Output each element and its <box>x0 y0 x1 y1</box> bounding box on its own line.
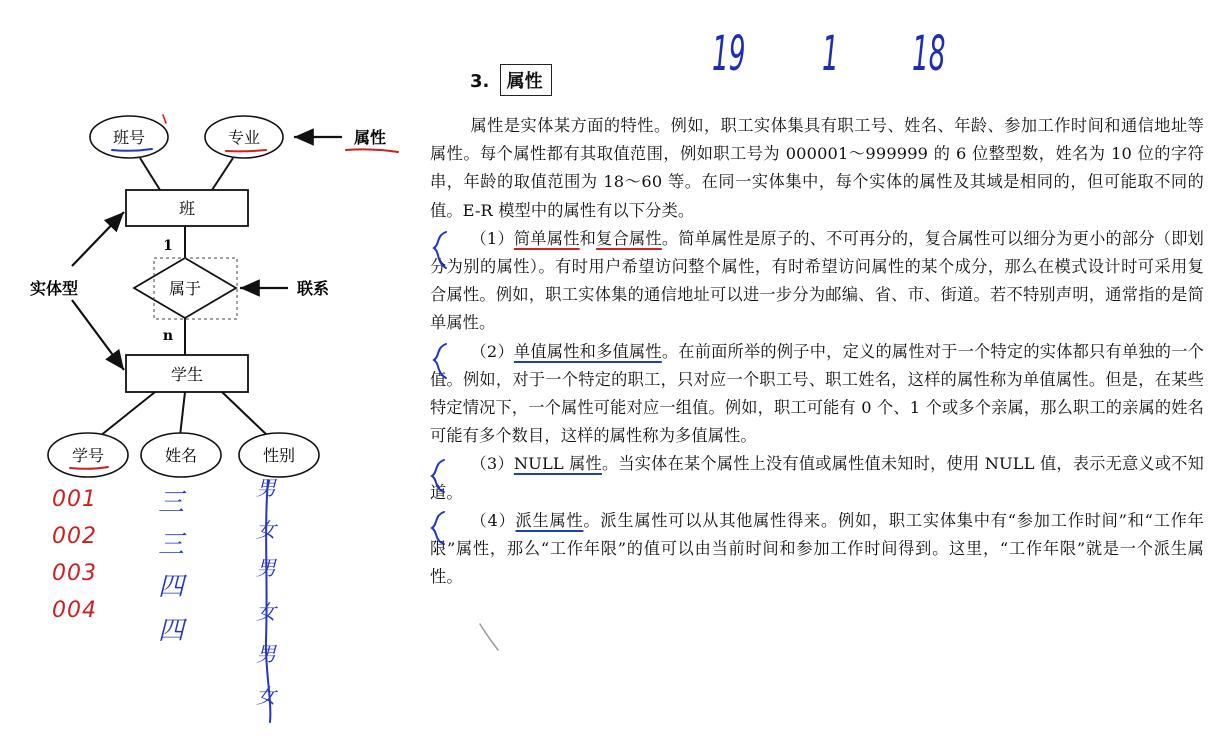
paragraph-null <box>430 450 1204 506</box>
handwritten-name: 三 <box>158 488 185 518</box>
handwritten-gender: 男 <box>256 556 276 580</box>
attribute-xuehao-label: 学号 <box>71 446 105 465</box>
handwritten-gender: 男 <box>256 476 276 500</box>
term-derived-attribute: 派生属性 <box>515 510 584 530</box>
arrow-entity-top <box>72 212 124 266</box>
handwritten-gender: 女 <box>256 600 276 624</box>
label-entity-type: 实体型 <box>29 279 79 298</box>
paragraph-derived <box>430 507 1204 592</box>
term-single-multi-attribute: 单值属性和多值属性 <box>513 341 662 361</box>
term-null-attribute: NULL 属性 <box>513 454 602 474</box>
item-number: （3） <box>470 454 514 474</box>
er-diagram <box>0 0 420 740</box>
item-number: （2） <box>470 341 514 361</box>
arrow-entity-bottom <box>72 300 124 370</box>
handwritten-name: 四 <box>158 572 185 602</box>
stray-mark <box>480 624 498 650</box>
paragraph-text: 。派生属性可以从其他属性得来。例如，职工实体集中有“参加工作时间”和“工作年限”属性，那么“工作年限”的值可以由当前时间和参加工作时间得到。这里，“工作年限”就是一个派生属性。 <box>430 510 1204 587</box>
attribute-banhao-label: 班号 <box>112 128 146 147</box>
paragraph-text: 。当实体在某个属性上没有值或属性值未知时，使用 NULL 值，表示无意义或不知道。 <box>430 454 1204 502</box>
label-attribute: 属性 <box>353 128 387 147</box>
paragraph-simple-composite <box>430 225 1204 338</box>
underline-attribute-label <box>346 149 398 152</box>
handwritten-student-id: 002 <box>52 524 97 549</box>
edge-banhao-ban <box>140 158 160 190</box>
attribute-zhuanye-label: 专业 <box>227 128 261 147</box>
edge-xuesheng-xingbie <box>222 392 268 436</box>
attribute-xingming-label: 姓名 <box>164 446 198 465</box>
relationship-shuyu-label: 属于 <box>168 279 202 298</box>
handwritten-student-id: 004 <box>52 598 97 623</box>
term-simple-attribute: 简单属性 <box>513 228 580 248</box>
paragraph-intro: 属性是实体某方面的特性。例如，职工实体集具有职工号、姓名、年龄、参加工作时间和通信地址等属性。每个属性都有其取值范围，例如职工号为 000001～999999 的 6 位整型数，姓名为 10 位的字符串，年龄的取值范围为 18～60 等。在同一实体集中，每个实体的属性及其域是相同的，但可能取不同的值。E-R 模型中的属性有以下分类。 <box>430 116 1204 220</box>
section-title: 属性 <box>500 64 552 96</box>
handwritten-number: 18 <box>912 26 946 82</box>
edge-xuesheng-xingming <box>180 392 185 436</box>
handwritten-student-id: 001 <box>52 487 97 512</box>
attribute-xingbie-label: 性别 <box>262 446 296 465</box>
term-composite-attribute: 复合属性 <box>596 228 662 248</box>
handwritten-name: 四 <box>158 616 185 646</box>
entity-ban-label: 班 <box>178 199 196 218</box>
entity-xuesheng-label: 学生 <box>170 365 204 384</box>
handwritten-gender: 女 <box>256 518 276 542</box>
cardinality-top: 1 <box>163 238 173 254</box>
item-number: （1） <box>470 228 514 248</box>
edge-xuesheng-xuehao <box>100 392 155 436</box>
handwritten-gender: 女 <box>256 684 276 708</box>
handwritten-name: 三 <box>158 530 185 560</box>
handwritten-gender: 男 <box>256 642 276 666</box>
cardinality-bottom: n <box>162 328 174 344</box>
document-body <box>430 112 1204 591</box>
paragraph-single-multi <box>430 338 1204 451</box>
edge-zhuanye-ban <box>212 158 233 190</box>
handwritten-number: 1 <box>822 26 839 82</box>
item-number: （4） <box>470 510 516 530</box>
section-number: 3. <box>470 71 490 92</box>
paragraph-text: 。在前面所举的例子中，定义的属性对于一个特定的实体都只有单独的一个值。例如，对于一个特定的职工，只对应一个职工号、职工姓名，这样的属性称为单值属性。但是，在某些特定情况下，一个属性可能对应一组值。例如，职工可能有 0 个、1 个或多个亲属，那么职工的亲属的姓名可能有多个数目，这样的属性称为多值属性。 <box>430 341 1205 446</box>
paragraph-text: 。简单属性是原子的、不可再分的，复合属性可以细分为更小的部分（即划分为别的属性）。有时用户希望访问整个属性，有时希望访问属性的某个成分，那么在模式设计时可采用复合属性。例如，职工实体集的通信地址可以进一步分为邮编、省、市、街道。若不特别声明，通常指的是简单属性。 <box>430 228 1204 333</box>
handwritten-number: 19 <box>712 26 746 82</box>
conjunction: 和 <box>579 228 597 248</box>
handwritten-student-id: 003 <box>52 561 97 586</box>
tick-mark <box>163 115 166 123</box>
section-heading <box>470 64 552 96</box>
label-relationship: 联系 <box>296 279 330 298</box>
